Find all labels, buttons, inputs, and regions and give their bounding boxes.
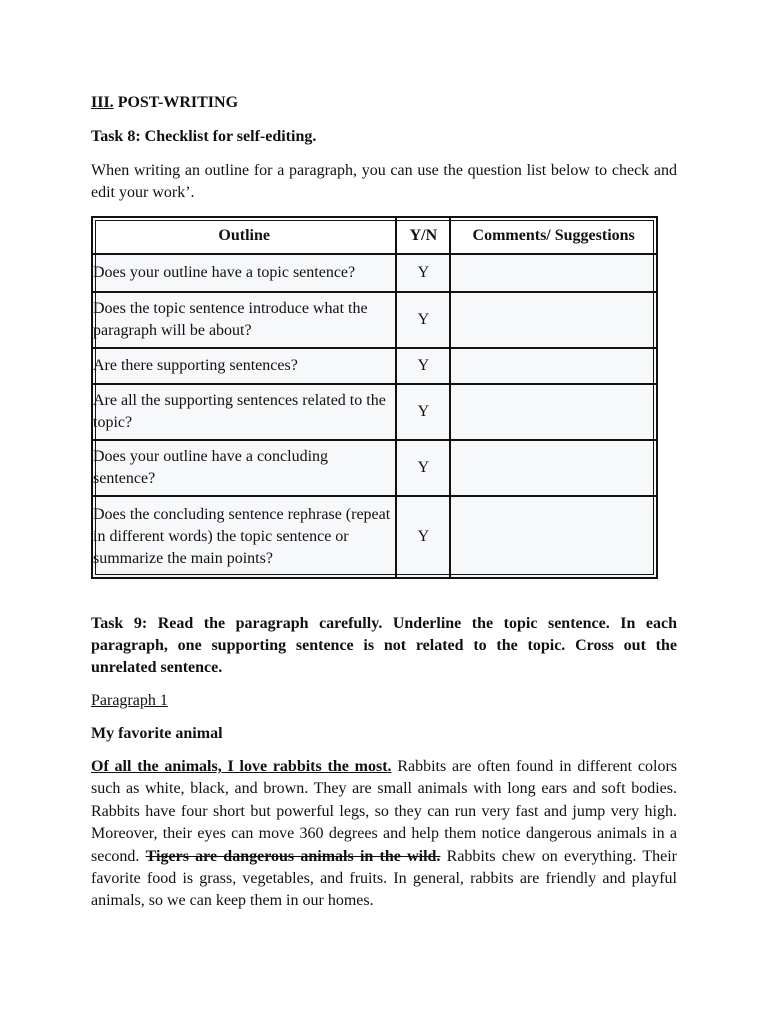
answer-cell: Y (397, 349, 451, 385)
comment-cell (451, 349, 656, 385)
header-comments: Comments/ Suggestions (451, 218, 656, 255)
unrelated-sentence: Tigers are dangerous animals in the wild. (145, 847, 441, 865)
task8-intro: When writing an outline for a paragraph, you can use the question list below to check and edit your work’. (91, 162, 677, 201)
paragraph-label: Paragraph 1 (91, 692, 168, 709)
question-cell: Are there supporting sentences? (93, 349, 397, 385)
task8-heading: Task 8: Checklist for self-editing. (91, 128, 317, 145)
header-outline: Outline (93, 218, 397, 255)
paragraph-title: My favorite animal (91, 725, 223, 742)
comment-cell (451, 385, 656, 441)
task9-heading: Task 9: Read the paragraph carefully. Underline the topic sentence. In each paragraph, one supporting sentence is not related to the topic. Cross out the unrelated sentence. (91, 615, 677, 676)
checklist-table (91, 216, 658, 579)
comment-cell (451, 293, 656, 349)
answer-cell: Y (397, 497, 451, 577)
section-number: III. (91, 94, 114, 111)
section-title (91, 92, 677, 114)
table-row (93, 255, 656, 293)
question-cell: Does your outline have a concluding sentence? (93, 441, 397, 497)
question-cell: Are all the supporting sentences related to the topic? (93, 385, 397, 441)
paragraph-text-part1: Rabbits are often found in different colors such as white, black, and brown. They are small animals with long ears and soft bodies. Rabbits have four short but powerful legs, so they can run very fast and jump very high. Moreover, their eyes can move 360 degrees and help them notice dangerous animals in a second. (91, 758, 678, 865)
comment-cell (451, 441, 656, 497)
table-header-row (93, 218, 656, 255)
table-row (93, 497, 656, 577)
table-row (93, 349, 656, 385)
paragraph-text-part2: Rabbits chew on everything. Their favorite food is grass, vegetables, and fruits. In general, rabbits are friendly and playful animals, so we can keep them in our homes. (91, 847, 677, 910)
section-title-text: POST-WRITING (113, 94, 239, 111)
answer-cell: Y (397, 385, 451, 441)
answer-cell: Y (397, 255, 451, 293)
comment-cell (451, 255, 656, 293)
table-row (93, 293, 656, 349)
paragraph-body (91, 756, 677, 913)
comment-cell (451, 497, 656, 577)
document-page (91, 92, 677, 913)
table-row (93, 441, 656, 497)
question-cell: Does your outline have a topic sentence? (93, 255, 397, 293)
answer-cell: Y (397, 293, 451, 349)
question-cell: Does the concluding sentence rephrase (repeat in different words) the topic sentence or summarize the main points? (93, 497, 397, 577)
topic-sentence: Of all the animals, I love rabbits the most. (91, 758, 392, 775)
header-yn: Y/N (397, 218, 451, 255)
question-cell: Does the topic sentence introduce what the paragraph will be about? (93, 293, 397, 349)
answer-cell: Y (397, 441, 451, 497)
table-row (93, 385, 656, 441)
